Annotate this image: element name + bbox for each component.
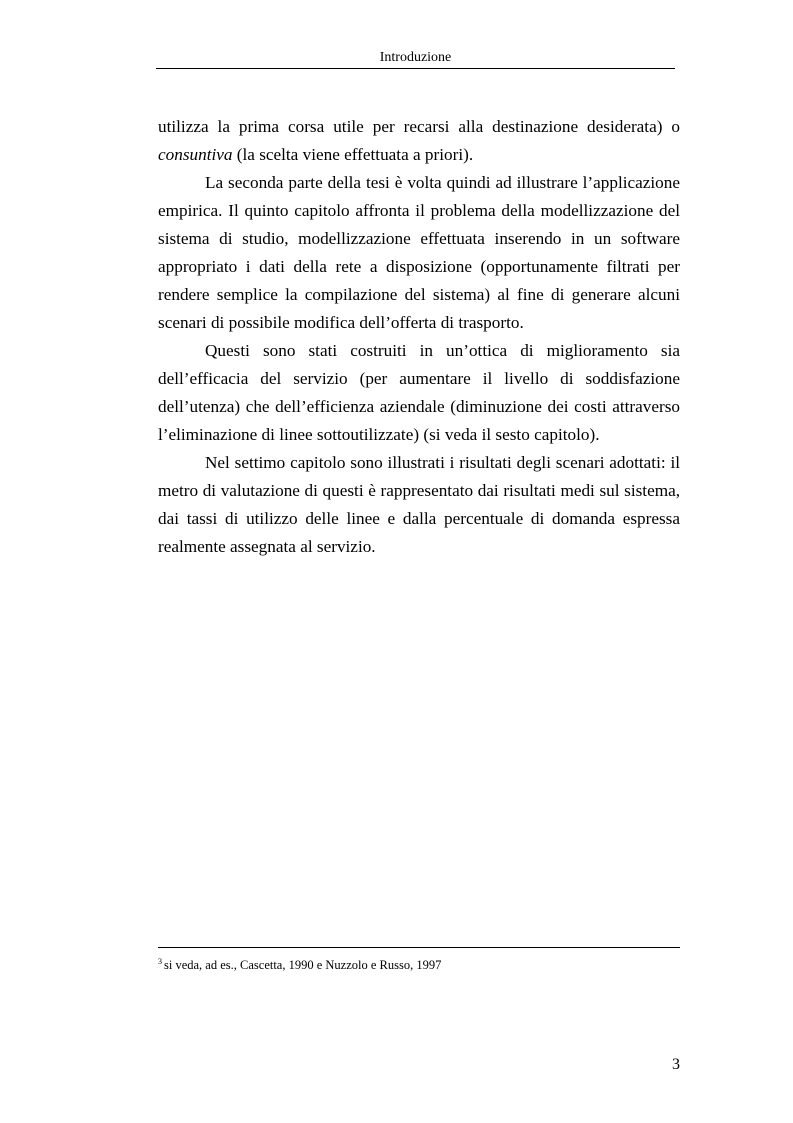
footnote — [158, 957, 680, 973]
paragraph-1-text-b: (la scelta viene effettuata a priori). — [232, 145, 474, 164]
paragraph-4: Nel settimo capitolo sono illustrati i risultati degli scenari adottati: il metro di valutazione di questi è rappresentato dai risultati medi sul sistema, dai tassi di utilizzo delle linee e dalla percentuale di domanda espressa realmente assegnata al servizio. — [158, 453, 680, 556]
footnote-rule — [158, 947, 680, 948]
paragraph-3: Questi sono stati costruiti in un’ottica di miglioramento sia dell’efficacia del servizio (per aumentare il livello di soddisfazione dell’utenza) che dell’efficienza aziendale (diminuzione dei costi attraverso l’eliminazione di linee sottoutilizzate) (si veda il sesto capitolo). — [158, 341, 680, 444]
footnote-marker: 3 — [158, 957, 162, 966]
paragraph-1-italic-term: consuntiva — [158, 145, 233, 164]
running-header: Introduzione — [379, 50, 452, 65]
header-rule — [156, 68, 675, 69]
body-text — [158, 113, 680, 561]
footnote-text: si veda, ad es., Cascetta, 1990 e Nuzzolo e Russo, 1997 — [164, 958, 442, 972]
paragraph-1-text-a: utilizza la prima corsa utile per recarsi alla destinazione desiderata) o — [158, 117, 680, 136]
paragraph-1 — [158, 113, 680, 169]
page-number: 3 — [672, 1056, 680, 1073]
paragraph-2: La seconda parte della tesi è volta quindi ad illustrare l’applicazione empirica. Il quinto capitolo affronta il problema della modellizzazione del sistema di studio, modellizzazione effettuata inserendo in un software appropriato i dati della rete a disposizione (opportunamente filtrati per rendere semplice la compilazione del sistema) al fine di generare alcuni scenari di possibile modifica dell’offerta di trasporto. — [158, 173, 680, 332]
